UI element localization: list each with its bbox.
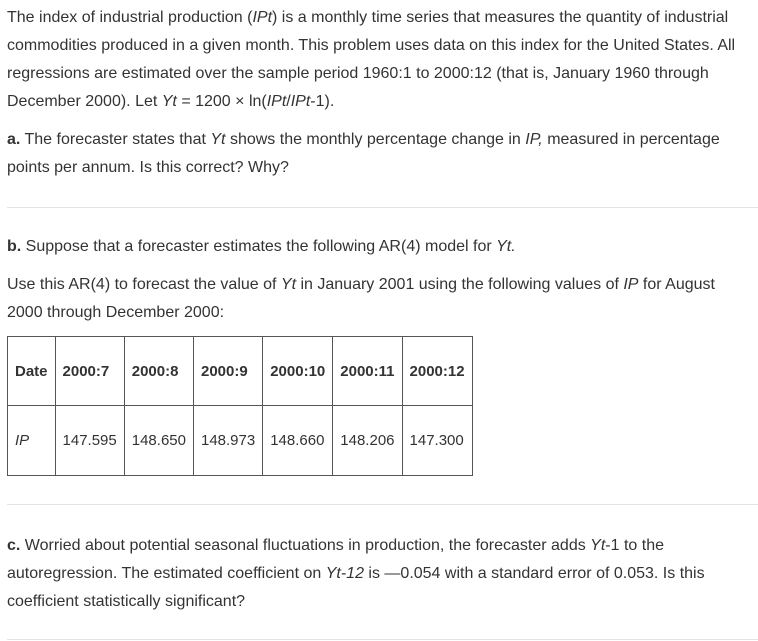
- table-header-cell: 2000:12: [402, 337, 472, 406]
- table-header-cell: Date: [8, 337, 56, 406]
- table-header-cell: 2000:10: [263, 337, 333, 406]
- divider: [7, 504, 758, 505]
- table-cell: 148.650: [124, 406, 193, 476]
- table-cell: 147.595: [55, 406, 124, 476]
- table-row: [8, 406, 473, 476]
- divider: [7, 207, 758, 208]
- table-header-cell: 2000:8: [124, 337, 193, 406]
- table-header-cell: 2000:9: [193, 337, 262, 406]
- table-cell: 147.300: [402, 406, 472, 476]
- table-cell: 148.206: [333, 406, 402, 476]
- intro-paragraph: The index of industrial production (IPt) is a monthly time series that measures the quantity of industrial commodities produced in a given month. This problem uses data on this index for the United States. All regressions are estimated over the sample period 1960:1 to 2000:12 (that is, January 1960 through December 2000). Let Yt = 1200 × ln(IPt/IPt-1).: [7, 9, 736, 110]
- ip-data-table: [7, 336, 473, 476]
- divider: [7, 639, 758, 640]
- table-row-label: IP: [8, 406, 56, 476]
- table-header-cell: 2000:11: [333, 337, 402, 406]
- table-cell: 148.973: [193, 406, 262, 476]
- part-a-question: a. The forecaster states that Yt shows the monthly percentage change in IP, measured in percentage points per annum. Is this correct? Why?: [7, 131, 720, 176]
- part-c-question: c. Worried about potential seasonal fluctuations in production, the forecaster adds Yt-1 to the autoregression. The estimated coefficient on Yt-12 is —0.054 with a standard error of 0.053. Is this coefficient statistically significant?: [7, 537, 705, 610]
- table-cell: 148.660: [263, 406, 333, 476]
- table-header-row: [8, 337, 473, 406]
- part-b-question: b. Suppose that a forecaster estimates the following AR(4) model for Yt.: [7, 238, 516, 255]
- table-header-cell: 2000:7: [55, 337, 124, 406]
- part-b-instruction: Use this AR(4) to forecast the value of Yt in January 2001 using the following values of IP for August 2000 through December 2000:: [7, 276, 715, 321]
